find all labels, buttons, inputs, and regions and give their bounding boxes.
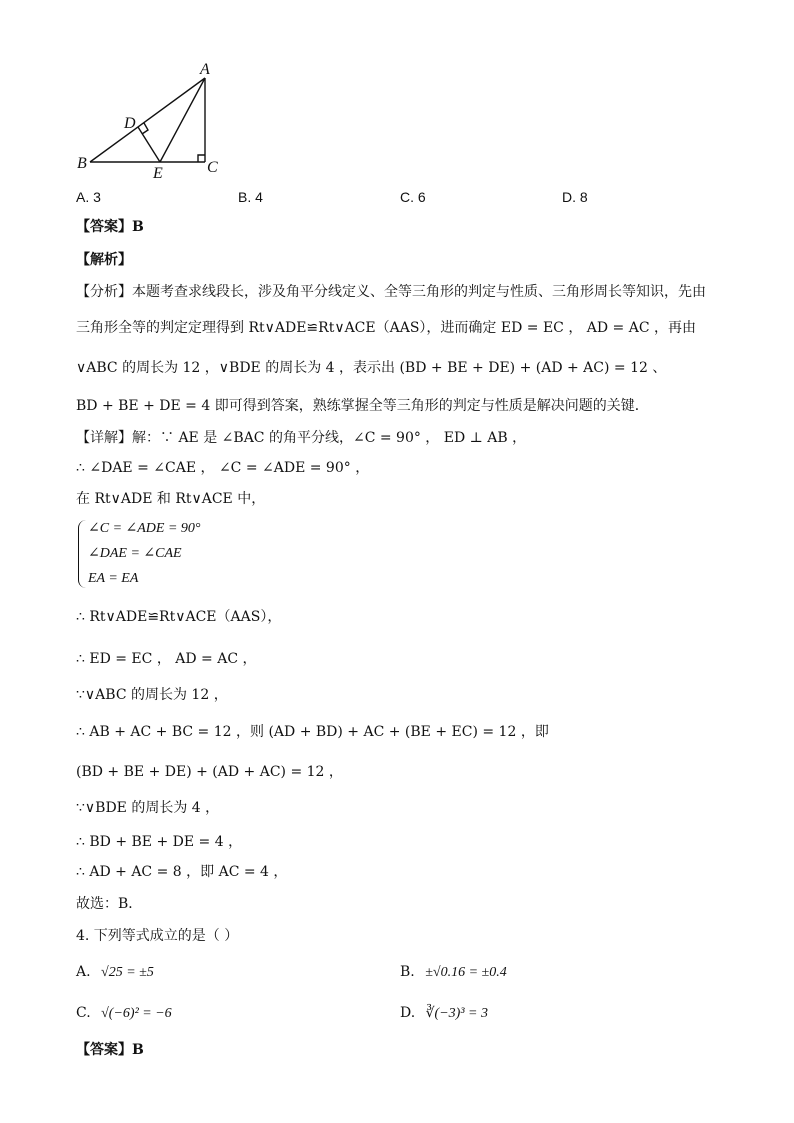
q3-option-c: C. 6 [400, 189, 426, 205]
q4-option-d [400, 1005, 488, 1023]
detail-line-3: 在 Rt∨ADE 和 Rt∨ACE 中， [76, 491, 266, 507]
label-e: E [153, 165, 163, 182]
analysis-line-3: ∨ABC 的周长为 12 ，∨BDE 的周长为 4 ，表示出 (BD + BE + DE) + (AD + AC) = 12 、 [76, 360, 667, 376]
q4-option-d-expr: ∛(−3)³ = 3 [425, 1006, 488, 1021]
system-eq-2: ∠DAE = ∠CAE [88, 546, 182, 561]
detail-line-7: ∴ AB + AC + BC = 12 ，则 (AD + BD) + AC + (BE + EC) = 12 ，即 [76, 724, 549, 740]
detail-line-2: ∴ ∠DAE = ∠CAE ， ∠C = ∠ADE = 90° ， [76, 460, 370, 476]
detail-line-4: ∴ Rt∨ADE≌Rt∨ACE（AAS）， [76, 609, 282, 625]
q4-option-c-expr: √(−6)² = −6 [101, 1006, 172, 1021]
triangle-figure [0, 0, 794, 190]
segment-de [138, 127, 160, 162]
q4-stem: 4. 下列等式成立的是（ ） [76, 928, 239, 944]
q4-option-b [400, 964, 507, 982]
system-eq-3: EA = EA [88, 571, 139, 586]
detail-line-5: ∴ ED = EC ， AD = AC ， [76, 651, 257, 667]
right-angle-mark-c [198, 155, 205, 162]
q3-answer: 【答案】B [76, 219, 144, 235]
q4-option-a-label: A. [76, 964, 91, 980]
label-a: A [200, 61, 210, 78]
q4-option-b-label: B. [400, 964, 415, 980]
analysis-line-2: 三角形全等的判定定理得到 Rt∨ADE≌Rt∨ACE（AAS），进而确定 ED = EC ， AD = AC ，再由 [76, 320, 697, 336]
q3-analysis-title: 【解析】 [76, 252, 132, 268]
q4-option-c [76, 1005, 172, 1023]
q4-option-a-expr: √25 = ±5 [101, 965, 154, 980]
q4-option-c-label: C. [76, 1005, 91, 1021]
analysis-line-4: BD + BE + DE = 4 即可得到答案，熟练掌握全等三角形的判定与性质是解决问题的关键． [76, 398, 649, 414]
detail-line-9: ∵∨BDE 的周长为 4 ， [76, 800, 220, 816]
system-brace [78, 520, 87, 588]
detail-line-1: 【详解】解：∵ AE 是 ∠BAC 的角平分线，∠C = 90° ， ED ⊥ AB ， [76, 430, 527, 446]
label-d: D [124, 115, 136, 132]
label-b: B [77, 155, 87, 172]
detail-line-6: ∵∨ABC 的周长为 12 ， [76, 687, 228, 703]
detail-line-12: 故选：B． [76, 896, 143, 912]
segment-ab [90, 78, 205, 162]
q4-answer: 【答案】B [76, 1042, 144, 1058]
right-angle-mark-d [142, 123, 148, 134]
q3-option-a: A. 3 [76, 189, 101, 205]
analysis-line-1: 【分析】本题考查求线段长，涉及角平分线定义、全等三角形的判定与性质、三角形周长等知识，先由 [76, 284, 706, 300]
q4-option-d-label: D. [400, 1005, 416, 1021]
q4-option-b-expr: ±√0.16 = ±0.4 [425, 965, 507, 980]
q3-option-d: D. 8 [562, 189, 588, 205]
q4-option-a [76, 964, 154, 982]
detail-line-8: (BD + BE + DE) + (AD + AC) = 12 ， [76, 764, 343, 780]
segment-ae [160, 78, 205, 162]
detail-line-11: ∴ AD + AC = 8 ，即 AC = 4 ， [76, 864, 288, 880]
q3-option-b: B. 4 [238, 189, 263, 205]
label-c: C [207, 159, 218, 176]
system-eq-1: ∠C = ∠ADE = 90° [88, 521, 201, 536]
detail-line-10: ∴ BD + BE + DE = 4 ， [76, 834, 243, 850]
